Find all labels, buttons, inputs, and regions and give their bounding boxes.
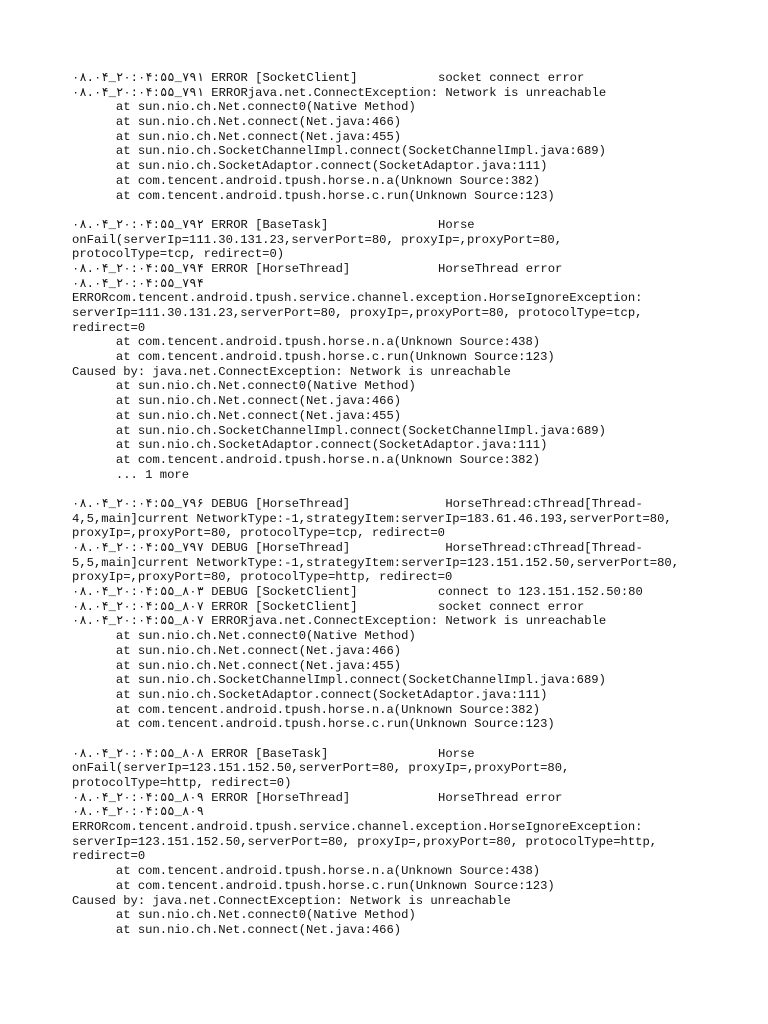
log-line [72, 820, 762, 835]
log-line [72, 100, 762, 115]
log-line [72, 482, 762, 497]
log-line [72, 805, 762, 820]
log-message: ERROR [SocketClient] socket connect error [203, 599, 585, 614]
log-line [72, 424, 762, 439]
log-line-indent [72, 394, 116, 408]
log-timestamp: ۰۸.۰۴_۲۰:۰۴:۵۵_۸۰۳ [72, 585, 204, 600]
log-line [72, 585, 762, 600]
log-line [72, 526, 762, 541]
log-message: at com.tencent.android.tpush.horse.n.a(Unknown Source:382) [115, 173, 541, 188]
log-line-indent [72, 335, 116, 349]
log-message: protocolType=http, redirect=0) [72, 776, 292, 790]
log-message: at com.tencent.android.tpush.horse.c.run(Unknown Source:123) [115, 878, 555, 893]
log-line [72, 541, 762, 556]
log-line [72, 159, 762, 174]
log-message: DEBUG [HorseThread] HorseThread:cThread[Thread- [203, 496, 643, 511]
log-message: at com.tencent.android.tpush.horse.n.a(Unknown Source:438) [115, 335, 541, 350]
log-message: at sun.nio.ch.SocketChannelImpl.connect(SocketChannelImpl.java:689) [115, 423, 606, 438]
log-timestamp: ۰۸.۰۴_۲۰:۰۴:۵۵_۷۹۲ [72, 217, 204, 232]
log-line-indent [72, 100, 116, 114]
log-message: ERRORjava.net.ConnectException: Network is unreachable [203, 614, 607, 629]
log-line [72, 394, 762, 409]
log-line-indent [72, 159, 116, 173]
log-message: 5,5,main]current NetworkType:-1,strategyItem:serverIp=123.151.152.50,serverPort=80, [72, 555, 680, 570]
log-line [72, 688, 762, 703]
log-message: serverIp=123.151.152.50,serverPort=80, proxyIp=,proxyPort=80, protocolType=http, [72, 834, 658, 849]
log-line [72, 894, 762, 909]
log-message: at sun.nio.ch.Net.connect(Net.java:455) [115, 129, 402, 144]
log-line-indent [72, 688, 116, 702]
log-line-indent [72, 703, 116, 717]
log-message: ERRORcom.tencent.android.tpush.service.channel.exception.HorseIgnoreException: [72, 291, 643, 306]
log-message: at com.tencent.android.tpush.horse.n.a(Unknown Source:438) [115, 864, 541, 879]
log-message: ERRORcom.tencent.android.tpush.service.channel.exception.HorseIgnoreException: [72, 820, 643, 835]
log-line [72, 629, 762, 644]
log-line [72, 879, 762, 894]
log-line-indent [72, 409, 116, 423]
log-message: at sun.nio.ch.Net.connect0(Native Method) [115, 908, 416, 923]
log-message: ... 1 more [115, 467, 190, 482]
log-message: at sun.nio.ch.Net.connect(Net.java:455) [115, 408, 402, 423]
log-line [72, 306, 762, 321]
log-timestamp: ۰۸.۰۴_۲۰:۰۴:۵۵_۷۹۶ [72, 496, 204, 511]
log-message: 4,5,main]current NetworkType:-1,strategyItem:serverIp=183.61.46.193,serverPort=80, [72, 511, 672, 526]
log-message: at sun.nio.ch.SocketAdaptor.connect(SocketAdaptor.java:111) [115, 687, 548, 702]
log-line [72, 644, 762, 659]
log-line [72, 453, 762, 468]
log-message: at sun.nio.ch.Net.connect(Net.java:466) [115, 115, 402, 130]
log-message: at sun.nio.ch.Net.connect0(Native Method) [115, 100, 416, 115]
log-line-indent [72, 659, 116, 673]
log-message: redirect=0 [72, 849, 146, 864]
log-line-indent [72, 189, 116, 203]
log-message: at sun.nio.ch.SocketChannelImpl.connect(SocketChannelImpl.java:689) [115, 673, 606, 688]
log-message: ERROR [SocketClient] socket connect error [203, 71, 585, 85]
log-line [72, 835, 762, 850]
log-message: at sun.nio.ch.Net.connect0(Native Method) [115, 629, 416, 644]
log-line [72, 247, 762, 262]
log-line-indent [72, 379, 116, 393]
log-line [72, 321, 762, 336]
log-line [72, 350, 762, 365]
log-message: ERROR [HorseThread] HorseThread error [203, 261, 563, 276]
log-line-indent [72, 115, 116, 129]
log-line-indent [72, 717, 116, 731]
log-line [72, 189, 762, 204]
log-document [72, 71, 762, 938]
log-message: ERROR [BaseTask] Horse [203, 217, 475, 232]
log-line [72, 218, 762, 233]
log-timestamp: ۰۸.۰۴_۲۰:۰۴:۵۵_۸۰۹ [72, 805, 204, 820]
log-message: ERROR [BaseTask] Horse [203, 746, 475, 761]
log-line [72, 732, 762, 747]
log-message: Caused by: java.net.ConnectException: Network is unreachable [72, 893, 511, 908]
log-line-indent [72, 174, 116, 188]
log-line [72, 747, 762, 762]
log-line-indent [72, 130, 116, 144]
log-line-indent [72, 350, 116, 364]
log-message: at com.tencent.android.tpush.horse.c.run(Unknown Source:123) [115, 188, 555, 203]
log-line [72, 908, 762, 923]
log-line-indent [72, 453, 116, 467]
log-line [72, 438, 762, 453]
log-message: DEBUG [SocketClient] connect to 123.151.152.50:80 [203, 585, 643, 600]
log-line-indent [72, 144, 116, 158]
log-message: proxyIp=,proxyPort=80, protocolType=tcp, redirect=0 [72, 526, 445, 541]
log-line [72, 86, 762, 101]
log-message: serverIp=111.30.131.23,serverPort=80, proxyIp=,proxyPort=80, protocolType=tcp, [72, 306, 643, 320]
log-line [72, 291, 762, 306]
log-timestamp: ۰۸.۰۴_۲۰:۰۴:۵۵_۸۰۷ [72, 614, 204, 629]
log-line [72, 659, 762, 674]
log-line-indent [72, 468, 116, 482]
log-line-indent [72, 424, 116, 438]
log-message: at com.tencent.android.tpush.horse.c.run(Unknown Source:123) [115, 350, 555, 365]
log-line-indent [72, 629, 116, 643]
log-line [72, 130, 762, 145]
log-timestamp: ۰۸.۰۴_۲۰:۰۴:۵۵_۸۰۷ [72, 599, 204, 614]
log-message: at com.tencent.android.tpush.horse.n.a(Unknown Source:382) [115, 702, 541, 717]
log-line [72, 864, 762, 879]
log-line [72, 144, 762, 159]
log-message: DEBUG [HorseThread] HorseThread:cThread[Thread- [203, 541, 643, 555]
log-timestamp: ۰۸.۰۴_۲۰:۰۴:۵۵_۷۹۱ [72, 85, 204, 100]
log-line [72, 468, 762, 483]
log-message: ERRORjava.net.ConnectException: Network is unreachable [203, 85, 607, 100]
log-line-indent [72, 879, 116, 893]
log-line [72, 600, 762, 615]
log-message: at sun.nio.ch.SocketChannelImpl.connect(SocketChannelImpl.java:689) [115, 144, 606, 159]
log-line-indent [72, 908, 116, 922]
log-message: at sun.nio.ch.Net.connect(Net.java:455) [115, 658, 402, 673]
log-message: proxyIp=,proxyPort=80, protocolType=http, redirect=0 [72, 570, 453, 585]
log-message: at sun.nio.ch.Net.connect(Net.java:466) [115, 643, 402, 658]
log-message: ERROR [HorseThread] HorseThread error [203, 790, 563, 805]
log-line [72, 379, 762, 394]
log-timestamp: ۰۸.۰۴_۲۰:۰۴:۵۵_۷۹۴ [72, 276, 204, 291]
log-line-indent [72, 864, 116, 878]
log-timestamp: ۰۸.۰۴_۲۰:۰۴:۵۵_۷۹۴ [72, 261, 204, 276]
log-line-indent [72, 438, 116, 452]
log-message: redirect=0 [72, 320, 146, 335]
log-line [72, 717, 762, 732]
log-line-indent [72, 644, 116, 658]
log-line [72, 703, 762, 718]
log-line [72, 203, 762, 218]
log-line [72, 71, 762, 86]
log-line [72, 262, 762, 277]
log-line [72, 923, 762, 938]
log-line [72, 761, 762, 776]
log-message: onFail(serverIp=111.30.131.23,serverPort=80, proxyIp=,proxyPort=80, [72, 232, 563, 247]
log-message: Caused by: java.net.ConnectException: Network is unreachable [72, 364, 511, 379]
log-message: at com.tencent.android.tpush.horse.n.a(Unknown Source:382) [115, 452, 541, 467]
log-line [72, 791, 762, 806]
log-line [72, 335, 762, 350]
log-line [72, 556, 762, 571]
log-message: at sun.nio.ch.Net.connect(Net.java:466) [115, 394, 402, 409]
log-line [72, 614, 762, 629]
log-message: at com.tencent.android.tpush.horse.c.run(Unknown Source:123) [115, 717, 555, 732]
log-line [72, 174, 762, 189]
log-line [72, 497, 762, 512]
log-line [72, 570, 762, 585]
log-message: at sun.nio.ch.SocketAdaptor.connect(SocketAdaptor.java:111) [115, 438, 548, 453]
log-line [72, 673, 762, 688]
log-line [72, 233, 762, 248]
log-line-indent [72, 923, 116, 937]
log-message: at sun.nio.ch.SocketAdaptor.connect(SocketAdaptor.java:111) [115, 159, 548, 174]
log-timestamp: ۰۸.۰۴_۲۰:۰۴:۵۵_۷۹۱ [72, 71, 204, 85]
log-message: onFail(serverIp=123.151.152.50,serverPort=80, proxyIp=,proxyPort=80, [72, 761, 570, 776]
log-line [72, 115, 762, 130]
log-line [72, 365, 762, 380]
log-line [72, 277, 762, 292]
log-line [72, 409, 762, 424]
log-message: at sun.nio.ch.Net.connect0(Native Method) [115, 379, 416, 394]
log-line-indent [72, 673, 116, 687]
log-message: at sun.nio.ch.Net.connect(Net.java:466) [115, 922, 402, 937]
log-line [72, 776, 762, 791]
log-message: protocolType=tcp, redirect=0) [72, 247, 285, 262]
log-timestamp: ۰۸.۰۴_۲۰:۰۴:۵۵_۸۰۸ [72, 746, 204, 761]
log-timestamp: ۰۸.۰۴_۲۰:۰۴:۵۵_۸۰۹ [72, 790, 204, 805]
log-line [72, 512, 762, 527]
log-timestamp: ۰۸.۰۴_۲۰:۰۴:۵۵_۷۹۷ [72, 541, 204, 555]
log-line [72, 849, 762, 864]
